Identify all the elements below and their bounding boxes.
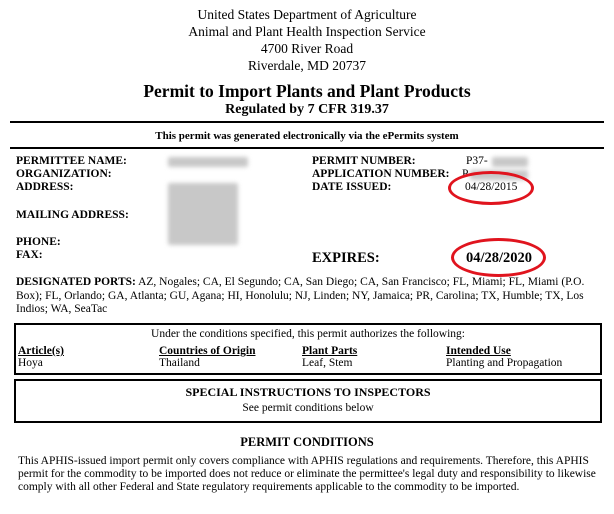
- designated-ports-list: AZ, Nogales; CA, El Segundo; CA, San Diego; CA, San Francisco; FL, Miami; FL, Miami (P.O. Box); FL, Orlando; GA, Atlanta; GU, Agana; HI, Honolulu; NJ, Linden; NY, Jamaica; PR, Carolina; TX, Humble; TX, Los Indios; WA, SeaTac: [16, 276, 585, 315]
- agency-service: Animal and Plant Health Inspection Service: [188, 24, 426, 39]
- countries-value: Thailand: [159, 357, 200, 369]
- epermits-note: This permit was generated electronically via the ePermits system: [155, 130, 459, 142]
- authorization-box: [14, 323, 602, 375]
- designated-ports-label: DESIGNATED PORTS:: [16, 276, 136, 288]
- organization-label: ORGANIZATION:: [16, 168, 112, 180]
- countries-column: [159, 345, 255, 369]
- agency-city: Riverdale, MD 20737: [247, 58, 367, 73]
- designated-ports: [16, 276, 600, 317]
- date-issued-value: 04/28/2015: [465, 181, 518, 193]
- epermits-banner: [10, 121, 604, 149]
- permit-title: Permit to Import Plants and Plant Products: [143, 81, 471, 101]
- plant-parts-header: Plant Parts: [302, 345, 358, 357]
- application-number-value: P: [462, 168, 469, 180]
- mailing-address-label: MAILING ADDRESS:: [16, 209, 129, 221]
- date-issued-highlight-ring: [448, 171, 534, 205]
- redacted-permit-number: [492, 157, 528, 167]
- special-instructions-box: [14, 379, 602, 423]
- authorization-header: Under the conditions specified, this permit authorizes the following:: [151, 328, 465, 340]
- expires-label: EXPIRES:: [312, 250, 380, 266]
- redacted-permittee-name: [168, 157, 248, 167]
- phone-label: PHONE:: [16, 236, 61, 248]
- articles-header: Article(s): [18, 345, 64, 357]
- articles-value: Hoya: [18, 357, 43, 369]
- permit-subtitle: Regulated by 7 CFR 319.37: [225, 102, 389, 117]
- intended-use-header: Intended Use: [446, 345, 511, 357]
- fax-label: FAX:: [16, 249, 43, 261]
- expires-highlight-ring: [451, 238, 546, 277]
- address-label: ADDRESS:: [16, 181, 74, 193]
- date-issued-label: DATE ISSUED:: [312, 181, 392, 193]
- plant-parts-value: Leaf, Stem: [302, 357, 353, 369]
- agency-address-block: [0, 6, 614, 74]
- intended-use-column: [446, 345, 562, 369]
- application-number-label: APPLICATION NUMBER:: [312, 168, 450, 180]
- permit-conditions-title: PERMIT CONDITIONS: [240, 435, 374, 449]
- agency-department: United States Department of Agriculture: [197, 7, 417, 22]
- permit-number-label: PERMIT NUMBER:: [312, 155, 416, 167]
- intended-use-value: Planting and Propagation: [446, 357, 563, 369]
- redacted-address: [168, 183, 238, 245]
- special-instructions-text: See permit conditions below: [242, 402, 374, 414]
- permit-number-value: P37-: [466, 155, 488, 167]
- special-instructions-title: SPECIAL INSTRUCTIONS TO INSPECTORS: [185, 385, 431, 399]
- articles-column: [18, 345, 64, 369]
- countries-header: Countries of Origin: [159, 345, 256, 357]
- permit-conditions-text: This APHIS-issued import permit only covers compliance with APHIS regulations and requirements. Therefore, this APHIS permit for the commodity to be imported does not reduce or eliminate the permittee's legal duty and responsibility to likewise comply with all other Federal and State regulatory requirements applicable to the commodity to be imported.: [18, 455, 596, 493]
- plant-parts-column: [302, 345, 357, 369]
- agency-street: 4700 River Road: [260, 41, 354, 56]
- expires-value: 04/28/2020: [466, 250, 533, 266]
- permittee-name-label: PERMITTEE NAME:: [16, 155, 127, 167]
